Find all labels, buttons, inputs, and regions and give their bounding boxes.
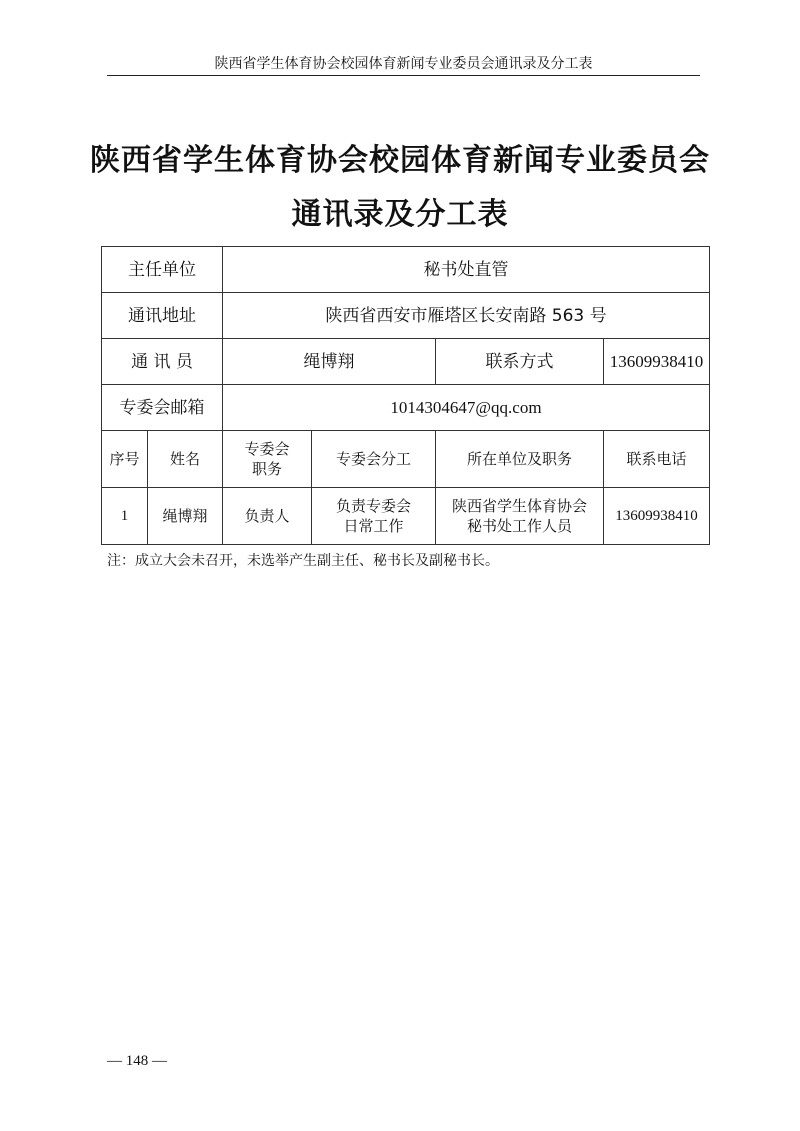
member-index: 1 bbox=[102, 488, 148, 545]
col-header-name: 姓名 bbox=[148, 431, 223, 488]
unit-label: 主任单位 bbox=[102, 247, 223, 293]
document-title-line-1: 陕西省学生体育协会校园体育新闻专业委员会 bbox=[90, 143, 710, 178]
member-position: 负责人 bbox=[223, 488, 312, 545]
document-title-line-2: 通讯录及分工表 bbox=[291, 197, 509, 232]
table-row bbox=[102, 488, 710, 545]
table-row bbox=[102, 293, 710, 339]
member-phone: 13609938410 bbox=[604, 488, 710, 545]
table-header-row bbox=[102, 431, 710, 488]
member-unit: 陕西省学生体育协会 秘书处工作人员 bbox=[436, 488, 604, 545]
header-rule bbox=[107, 75, 700, 76]
footnote: 注：成立大会未召开，未选举产生副主任、秘书长及副秘书长。 bbox=[107, 553, 499, 569]
col-header-unit: 所在单位及职务 bbox=[436, 431, 604, 488]
table-row bbox=[102, 247, 710, 293]
table-row bbox=[102, 339, 710, 385]
email-value: 1014304647@qq.com bbox=[223, 385, 710, 431]
member-name: 绳博翔 bbox=[148, 488, 223, 545]
col-header-position: 专委会 职务 bbox=[223, 431, 312, 488]
address-value: 陕西省西安市雁塔区长安南路 563 号 bbox=[223, 293, 710, 339]
col-header-index: 序号 bbox=[102, 431, 148, 488]
email-label: 专委会邮箱 bbox=[102, 385, 223, 431]
address-label: 通讯地址 bbox=[102, 293, 223, 339]
contact-person-label: 通 讯 员 bbox=[102, 339, 223, 385]
col-header-phone: 联系电话 bbox=[604, 431, 710, 488]
contact-method-value: 13609938410 bbox=[604, 339, 710, 385]
contact-person-value: 绳博翔 bbox=[223, 339, 436, 385]
contact-table bbox=[101, 246, 710, 545]
col-header-division: 专委会分工 bbox=[312, 431, 436, 488]
contact-method-label: 联系方式 bbox=[436, 339, 604, 385]
running-header: 陕西省学生体育协会校园体育新闻专业委员会通讯录及分工表 bbox=[214, 56, 593, 72]
unit-value: 秘书处直管 bbox=[223, 247, 710, 293]
member-division: 负责专委会 日常工作 bbox=[312, 488, 436, 545]
page-number: — 148 — bbox=[107, 1053, 167, 1069]
table-row bbox=[102, 385, 710, 431]
